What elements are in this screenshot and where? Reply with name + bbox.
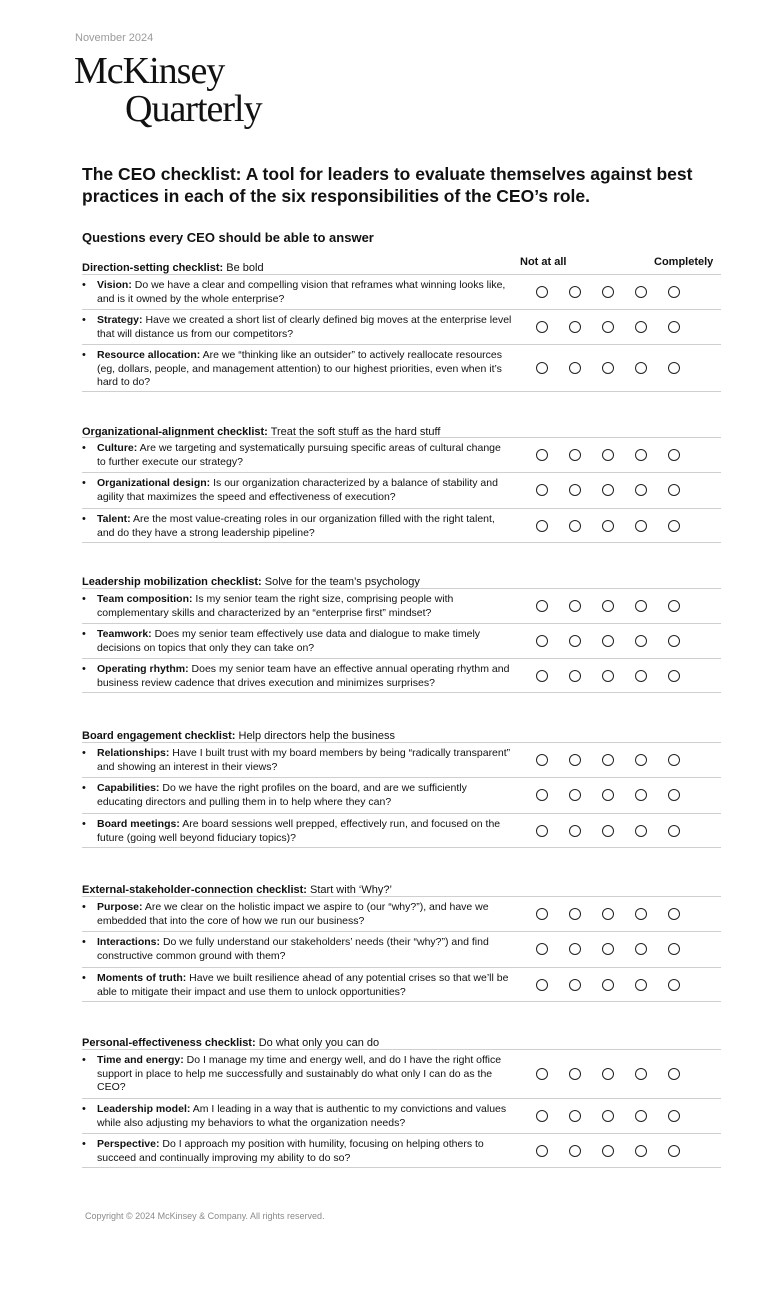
section-tagline: Do what only you can do	[258, 1037, 380, 1049]
question-text: Are we targeting and systematically pursuing specific areas of cultural change to further execute our strategy?	[97, 442, 501, 468]
rating-radio[interactable]	[569, 943, 581, 955]
rating-radio[interactable]	[668, 908, 680, 920]
rating-radio[interactable]	[569, 754, 581, 766]
question-text: Does my senior team have an effective annual operating rhythm and business review cadence that drives execution and minimizes surprises?	[97, 663, 510, 689]
rating-radio[interactable]	[635, 449, 647, 461]
bullet-icon: •	[82, 314, 86, 326]
rating-radio[interactable]	[668, 1145, 680, 1157]
section-name: External-stakeholder-connection checklist:	[82, 884, 307, 896]
checklist-row	[82, 1098, 721, 1133]
rating-radio[interactable]	[668, 520, 680, 532]
checklist-row	[82, 658, 721, 693]
rating-radio[interactable]	[635, 1110, 647, 1122]
logo	[74, 52, 262, 128]
rating-radio[interactable]	[569, 484, 581, 496]
section-tagline: Be bold	[226, 262, 264, 274]
question-text: Are we clear on the holistic impact we aspire to (our “why?”), and have we embedded that into the core of how we run our business?	[97, 901, 489, 927]
question-text: Do we have a clear and compelling vision that reframes what winning looks like, and is it owned by the whole enterprise?	[97, 279, 506, 305]
question-text: Do we fully understand our stakeholders’ needs (their “why?”) and find constructive common ground with them?	[97, 936, 489, 962]
rating-scale	[536, 908, 696, 920]
section-heading	[82, 262, 264, 274]
rating-radio[interactable]	[668, 635, 680, 647]
logo-line-1: McKinsey	[74, 50, 225, 92]
question-label: Interactions:	[97, 936, 161, 948]
rating-radio[interactable]	[569, 1145, 581, 1157]
checklist-row	[82, 344, 721, 392]
rating-radio[interactable]	[635, 286, 647, 298]
rating-scale	[536, 825, 696, 837]
question-label: Resource allocation:	[97, 349, 201, 361]
rating-radio[interactable]	[668, 979, 680, 991]
rating-radio[interactable]	[602, 1145, 614, 1157]
section-name: Direction-setting checklist:	[82, 262, 224, 274]
rating-radio[interactable]	[536, 484, 548, 496]
section-tagline: Solve for the team’s psychology	[264, 576, 420, 588]
checklist-row	[82, 508, 721, 543]
rating-radio[interactable]	[569, 825, 581, 837]
rating-radio[interactable]	[569, 600, 581, 612]
rating-radio[interactable]	[602, 520, 614, 532]
rating-scale	[536, 943, 696, 955]
question-text: Do I manage my time and energy well, and do I have the right office support in place to help me successfully and sustainably do what only I can do as the CEO?	[97, 1054, 502, 1093]
scale-label-low: Not at all	[520, 256, 567, 268]
rating-radio[interactable]	[668, 825, 680, 837]
rating-radio[interactable]	[569, 1110, 581, 1122]
rating-scale	[536, 979, 696, 991]
checklist-row	[82, 896, 721, 931]
rating-radio[interactable]	[635, 635, 647, 647]
question-text: Are the most value-creating roles in our organization filled with the right talent, and do they have a strong leadership pipeline?	[97, 513, 495, 539]
section-name: Organizational-alignment checklist:	[82, 426, 268, 438]
rating-radio[interactable]	[602, 1110, 614, 1122]
checklist-row	[82, 437, 721, 472]
rating-radio[interactable]	[668, 1110, 680, 1122]
question-text: Have we created a short list of clearly defined big moves at the enterprise level that will distance us from our competitors?	[97, 314, 512, 340]
rating-scale	[536, 600, 696, 612]
checklist-row	[82, 472, 721, 507]
rating-radio[interactable]	[668, 789, 680, 801]
rating-radio[interactable]	[635, 670, 647, 682]
bullet-icon: •	[82, 1138, 86, 1150]
rating-radio[interactable]	[635, 321, 647, 333]
rating-radio[interactable]	[602, 449, 614, 461]
section-name: Personal-effectiveness checklist:	[82, 1037, 256, 1049]
checklist-row	[82, 274, 721, 309]
rating-radio[interactable]	[569, 286, 581, 298]
rating-radio[interactable]	[602, 789, 614, 801]
rating-radio[interactable]	[569, 908, 581, 920]
rating-radio[interactable]	[602, 979, 614, 991]
rating-radio[interactable]	[569, 520, 581, 532]
question-label: Vision:	[97, 279, 132, 291]
rating-scale	[536, 286, 696, 298]
question-label: Capabilities:	[97, 782, 160, 794]
question-text: Is my senior team the right size, comprising people with complementary skills and characterized by an “enterprise first” mindset?	[97, 593, 454, 619]
rating-radio[interactable]	[602, 635, 614, 647]
checklist-row	[82, 623, 721, 658]
rating-radio[interactable]	[635, 789, 647, 801]
rating-radio[interactable]	[635, 979, 647, 991]
question-text: Have we built resilience ahead of any potential crises so that we’ll be able to mitigate their impact and use them to unlock opportunities?	[97, 972, 509, 998]
rating-radio[interactable]	[635, 754, 647, 766]
rating-radio[interactable]	[602, 825, 614, 837]
checklist-row	[82, 777, 721, 812]
rating-radio[interactable]	[536, 520, 548, 532]
question-label: Purpose:	[97, 901, 143, 913]
section-heading	[82, 884, 392, 896]
section-tagline: Help directors help the business	[238, 730, 396, 742]
question-label: Moments of truth:	[97, 972, 187, 984]
rating-radio[interactable]	[536, 825, 548, 837]
rating-radio[interactable]	[635, 943, 647, 955]
rating-radio[interactable]	[602, 321, 614, 333]
checklist-row	[82, 931, 721, 966]
bullet-icon: •	[82, 593, 86, 605]
rating-scale	[536, 449, 696, 461]
rating-scale	[536, 754, 696, 766]
rating-radio[interactable]	[536, 286, 548, 298]
bullet-icon: •	[82, 782, 86, 794]
section-heading	[82, 1037, 379, 1049]
rating-radio[interactable]	[536, 670, 548, 682]
logo-line-2: Quarterly	[125, 88, 262, 130]
bullet-icon: •	[82, 901, 86, 913]
question-label: Relationships:	[97, 747, 170, 759]
question-text: Do we have the right profiles on the board, and are we sufficiently educating directors and pulling them in to help where they can?	[97, 782, 467, 808]
question-label: Strategy:	[97, 314, 143, 326]
rating-radio[interactable]	[635, 908, 647, 920]
question-label: Team composition:	[97, 593, 193, 605]
rating-radio[interactable]	[569, 1068, 581, 1080]
question-label: Teamwork:	[97, 628, 152, 640]
copyright: Copyright © 2024 McKinsey & Company. All rights reserved.	[85, 1211, 325, 1221]
question-text: Am I leading in a way that is authentic to my convictions and values while also adjusting my behaviors to what the organization needs?	[97, 1103, 507, 1129]
section-heading	[82, 576, 420, 588]
rating-radio[interactable]	[536, 1068, 548, 1080]
question-text: Are board sessions well prepped, effectively run, and focused on the future (going well beyond fiduciary topics)?	[97, 818, 501, 844]
rating-radio[interactable]	[668, 286, 680, 298]
rating-radio[interactable]	[536, 321, 548, 333]
question-label: Time and energy:	[97, 1054, 184, 1066]
bullet-icon: •	[82, 747, 86, 759]
question-text: Does my senior team effectively use data and dialogue to make timely decisions on topics that only they can take on?	[97, 628, 481, 654]
rating-radio[interactable]	[668, 943, 680, 955]
rating-radio[interactable]	[668, 600, 680, 612]
rating-radio[interactable]	[602, 1068, 614, 1080]
rating-scale	[536, 362, 696, 374]
checklist-row	[82, 1049, 721, 1098]
checklist-row	[82, 967, 721, 1002]
rating-radio[interactable]	[602, 600, 614, 612]
rating-radio[interactable]	[668, 754, 680, 766]
bullet-icon: •	[82, 818, 86, 830]
checklist-row	[82, 813, 721, 848]
rating-scale	[536, 1110, 696, 1122]
rating-scale	[536, 1145, 696, 1157]
bullet-icon: •	[82, 513, 86, 525]
rating-scale	[536, 520, 696, 532]
bullet-icon: •	[82, 1054, 86, 1066]
rating-radio[interactable]	[536, 943, 548, 955]
bullet-icon: •	[82, 972, 86, 984]
question-text: Is our organization characterized by a balance of stability and agility that maximizes the speed and effectiveness of execution?	[97, 477, 498, 503]
question-label: Perspective:	[97, 1138, 160, 1150]
rating-radio[interactable]	[536, 979, 548, 991]
rating-radio[interactable]	[569, 670, 581, 682]
question-label: Organizational design:	[97, 477, 211, 489]
rating-radio[interactable]	[635, 825, 647, 837]
rating-scale	[536, 321, 696, 333]
bullet-icon: •	[82, 663, 86, 675]
rating-radio[interactable]	[536, 600, 548, 612]
rating-radio[interactable]	[635, 1068, 647, 1080]
bullet-icon: •	[82, 349, 86, 361]
bullet-icon: •	[82, 477, 86, 489]
question-label: Operating rhythm:	[97, 663, 189, 675]
rating-radio[interactable]	[569, 362, 581, 374]
rating-radio[interactable]	[668, 484, 680, 496]
checklist-row	[82, 588, 721, 623]
rating-radio[interactable]	[668, 321, 680, 333]
rating-scale	[536, 1068, 696, 1080]
rating-radio[interactable]	[536, 362, 548, 374]
question-label: Board meetings:	[97, 818, 180, 830]
rating-radio[interactable]	[536, 754, 548, 766]
rating-radio[interactable]	[602, 286, 614, 298]
rating-radio[interactable]	[569, 789, 581, 801]
rating-radio[interactable]	[569, 449, 581, 461]
bullet-icon: •	[82, 628, 86, 640]
rating-radio[interactable]	[668, 362, 680, 374]
question-text: Are we “thinking like an outsider” to actively reallocate resources (eg, dollars, people, and management attention) to our highest priorities, even when it’s hard to do?	[97, 349, 503, 388]
checklist-row	[82, 309, 721, 344]
rating-radio[interactable]	[602, 908, 614, 920]
question-label: Talent:	[97, 513, 131, 525]
rating-radio[interactable]	[668, 449, 680, 461]
rating-radio[interactable]	[536, 908, 548, 920]
bullet-icon: •	[82, 279, 86, 291]
rating-radio[interactable]	[569, 635, 581, 647]
checklist-row	[82, 1133, 721, 1168]
date-label: November 2024	[75, 32, 154, 44]
rating-radio[interactable]	[635, 362, 647, 374]
question-label: Culture:	[97, 442, 138, 454]
rating-radio[interactable]	[635, 484, 647, 496]
rating-scale	[536, 789, 696, 801]
rating-scale	[536, 635, 696, 647]
question-text: Do I approach my position with humility, focusing on helping others to succeed and continually improving my ability to do so?	[97, 1138, 484, 1164]
scale-label-high: Completely	[654, 256, 714, 268]
section-heading	[82, 730, 395, 742]
section-tagline: Treat the soft stuff as the hard stuff	[270, 426, 441, 438]
rating-radio[interactable]	[602, 943, 614, 955]
checklist-subtitle: Questions every CEO should be able to answer	[82, 230, 374, 245]
rating-radio[interactable]	[536, 635, 548, 647]
bullet-icon: •	[82, 1103, 86, 1115]
rating-scale	[536, 670, 696, 682]
section-name: Board engagement checklist:	[82, 730, 236, 742]
bullet-icon: •	[82, 936, 86, 948]
rating-radio[interactable]	[569, 979, 581, 991]
rating-radio[interactable]	[635, 520, 647, 532]
bullet-icon: •	[82, 442, 86, 454]
page-title: The CEO checklist: A tool for leaders to evaluate themselves against best practices in each of the six responsibilities of the CEO’s role.	[82, 164, 693, 206]
rating-radio[interactable]	[635, 600, 647, 612]
rating-radio[interactable]	[602, 484, 614, 496]
rating-radio[interactable]	[668, 1068, 680, 1080]
rating-radio[interactable]	[602, 362, 614, 374]
rating-radio[interactable]	[635, 1145, 647, 1157]
section-tagline: Start with ‘Why?’	[310, 884, 392, 896]
rating-scale	[536, 484, 696, 496]
rating-radio[interactable]	[536, 449, 548, 461]
rating-radio[interactable]	[668, 670, 680, 682]
question-label: Leadership model:	[97, 1103, 191, 1115]
rating-radio[interactable]	[536, 1145, 548, 1157]
rating-radio[interactable]	[536, 789, 548, 801]
rating-radio[interactable]	[602, 754, 614, 766]
rating-radio[interactable]	[602, 670, 614, 682]
section-name: Leadership mobilization checklist:	[82, 576, 262, 588]
checklist-row	[82, 742, 721, 777]
rating-radio[interactable]	[569, 321, 581, 333]
rating-radio[interactable]	[536, 1110, 548, 1122]
question-text: Have I built trust with my board members by being “radically transparent” and showing an interest in their views?	[97, 747, 511, 773]
